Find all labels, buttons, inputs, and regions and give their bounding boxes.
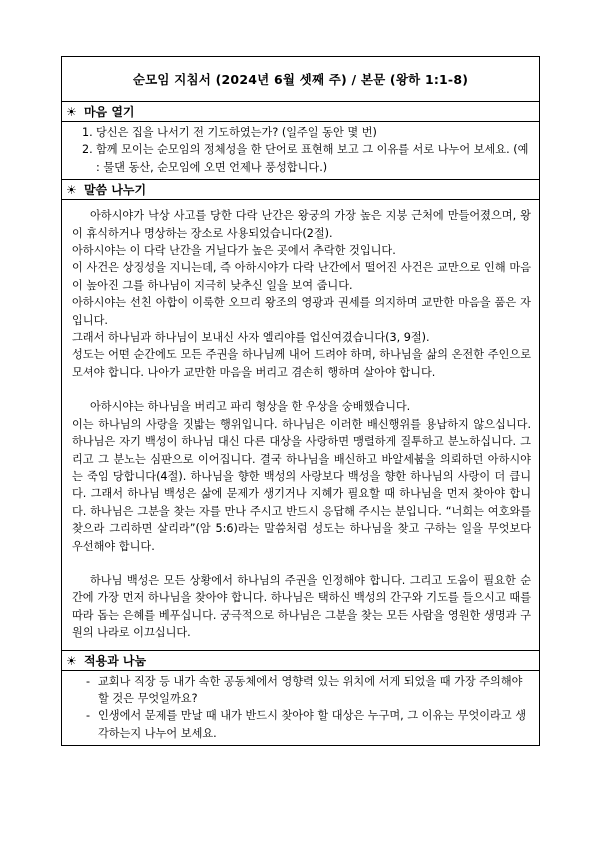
opening-question — [82, 124, 531, 141]
section-heading-label: 마음 열기 — [83, 105, 135, 119]
dash-bullet: - — [86, 674, 91, 688]
question-text: 함께 모이는 순모임의 정체성을 한 단어로 표현해 보고 그 이유를 서로 나누어 보세요. (예 : 물댄 동산, 순모임에 오면 언제나 풍성합니다.) — [96, 143, 529, 174]
apply-question — [86, 707, 531, 742]
paragraph-gap — [72, 555, 531, 572]
question-text: 인생에서 문제를 만날 때 내가 반드시 찾아야 할 대상은 누구며, 그 이유는 무엇이라고 생각하는지 나누어 보세요. — [98, 709, 527, 740]
guide-table — [61, 56, 540, 746]
paragraph-gap — [72, 381, 531, 398]
section-heading-label: 말씀 나누기 — [83, 183, 147, 198]
sun-icon: ☀ — [66, 105, 77, 119]
section-body-opening — [62, 122, 540, 180]
paragraph: 아하시야는 이 다락 난간을 거닐다가 높은 곳에서 추락한 것입니다. — [72, 244, 396, 258]
dash-bullet: - — [86, 709, 91, 723]
question-number: 2. — [82, 143, 93, 157]
question-text: 교회나 직장 등 내가 속한 공동체에서 영향력 있는 위치에 서게 되었을 때 가장 주의해야 할 것은 무엇일까요? — [98, 674, 523, 705]
paragraph: 하나님 백성은 모든 상황에서 하나님의 주권을 인정해야 합니다. 그리고 도움이 필요한 순간에 가장 먼저 하나님을 찾아야 합니다. 하나님은 택하신 백성의 간구와 기도를 들으시고 때를 따라 돕는 은혜를 베푸십니다. 궁극적으로 하나님은 그분을 찾는 모든 사람을 영원한 생명과 구원의 나라로 이끄십니다. — [72, 573, 531, 640]
apply-question-list — [62, 671, 539, 746]
opening-question — [82, 141, 531, 176]
section-heading-apply — [62, 650, 540, 670]
paragraph: 성도는 어떤 순간에도 모든 주권을 하나님께 내어 드려야 하며, 하나님을 삶의 온전한 주인으로 모셔야 합니다. 나아가 교만한 마음을 버리고 겸손히 행하며 살아야 합니다. — [72, 348, 531, 379]
message-text — [62, 200, 539, 649]
question-text: 당신은 집을 나서기 전 기도하였는가? (일주일 동안 몇 번) — [96, 126, 377, 139]
sun-icon: ☀ — [66, 653, 77, 668]
section-body-message — [62, 200, 540, 650]
paragraph: 아하시야가 낙상 사고를 당한 다락 난간은 왕궁의 가장 높은 지붕 근처에 만들어졌으며, 왕이 휴식하거나 명상하는 장소로 사용되었습니다(2절). — [72, 209, 531, 240]
section-heading-opening — [62, 102, 540, 122]
paragraph: 이는 하나님의 사랑을 짓밟는 행위입니다. 하나님은 이러한 배신행위를 용납하지 않으십니다. 하나님은 자기 백성이 하나님 대신 다른 대상을 사랑하면 맹렬하게 질투하고 분노하십니다. 그리고 그 분노는 심판으로 이어집니다. 결국 하나님을 배신하고 바알세붑을 의뢰하던 아하시야는 죽임 당합니다(4절). 하나님을 향한 백성의 사랑보다 백성을 향한 하나님의 사랑이 더 큽니다. 그래서 하나님 백성은 삶에 문제가 생기거나 지혜가 필요할 때 하나님을 먼저 찾아야 합니다. 하나님은 그분을 찾는 자를 만나 주시고 반드시 응답해 주시는 분입니다. “너희는 여호와를 찾으라 그리하면 살리라”(암 5:6)라는 말씀처럼 성도는 하나님을 찾고 구하는 일을 무엇보다 우선해야 합니다. — [72, 417, 531, 553]
section-heading-label: 적용과 나눔 — [83, 653, 147, 668]
paragraph: 이 사건은 상징성을 지니는데, 즉 아하시야가 다락 난간에서 떨어진 사건은 교만으로 인해 마음이 높아진 그를 하나님이 지극히 낮추신 일을 보여 줍니다. — [72, 261, 531, 292]
sun-icon: ☀ — [66, 183, 77, 198]
section-heading-message — [62, 180, 540, 200]
paragraph: 아하시야는 선친 아합이 이룩한 오므리 왕조의 영광과 권세를 의지하며 교만한 마음을 품은 자입니다. — [72, 296, 531, 327]
question-number: 1. — [82, 126, 93, 139]
opening-question-list — [62, 122, 539, 179]
paragraph: 그래서 하나님과 하나님이 보내신 사자 엘리야를 업신여겼습니다(3, 9절). — [72, 331, 430, 345]
paragraph: 아하시야는 하나님을 버리고 파리 형상을 한 우상을 숭배했습니다. — [90, 400, 411, 414]
guide-page — [61, 56, 540, 746]
apply-question — [86, 673, 531, 708]
section-body-apply — [62, 670, 540, 746]
page-title: 순모임 지침서 (2024년 6월 셋째 주) / 본문 (왕하 1:1-8) — [62, 57, 540, 102]
